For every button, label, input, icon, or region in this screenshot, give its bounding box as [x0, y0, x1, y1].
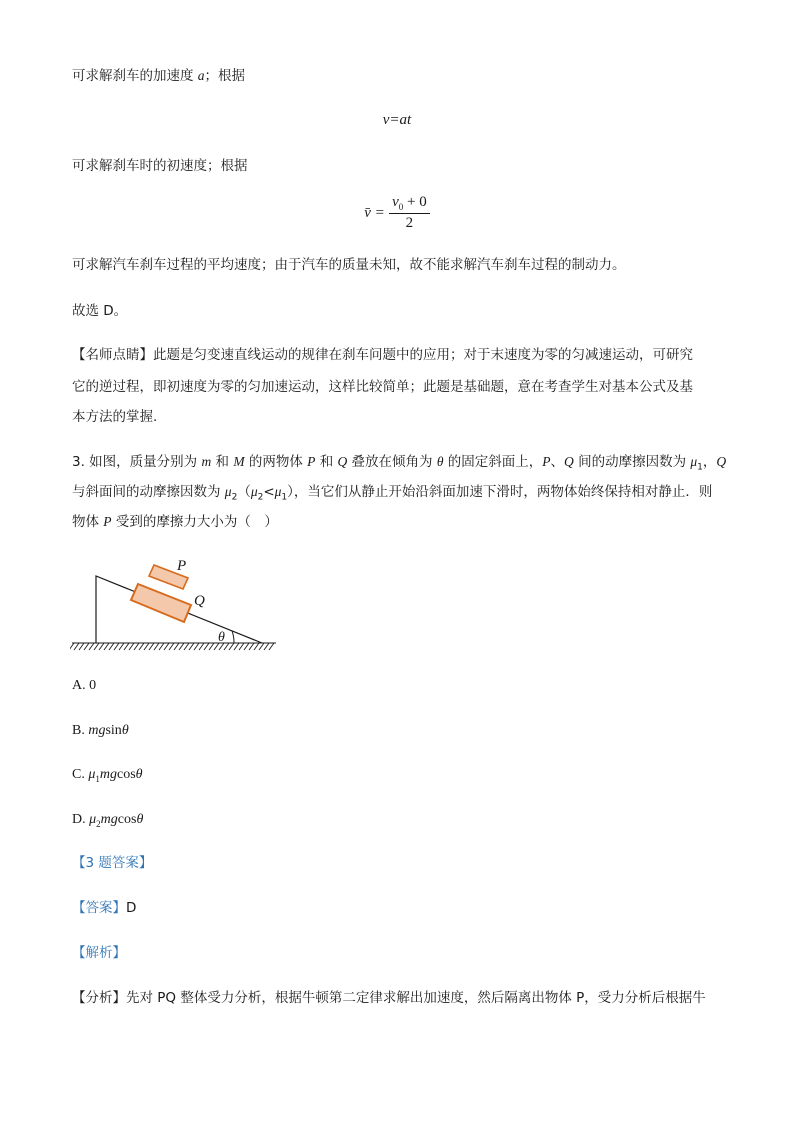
answer-header: 【3 题答案】	[72, 855, 153, 871]
hatch-line	[144, 643, 149, 650]
hatch-line	[149, 643, 154, 650]
label-q: Q	[194, 593, 205, 609]
tip-line-1: 【名师点睛】此题是匀变速直线运动的规律在刹车问题中的应用；对于末速度为零的匀减速运动，可研究	[72, 347, 693, 363]
equation-average-velocity: v̄ = $\frac{v_0 + 0}{2}$	[0, 194, 794, 232]
para-choose-d: 故选 D。	[72, 303, 128, 319]
option-b: B. mgsinθ	[72, 723, 129, 738]
hatch-line	[74, 643, 79, 650]
question-3-line-1: 3. 如图，质量分别为 m 和 M 的两物体 P 和 Q 叠放在倾角为 θ 的固定斜面上，P、Q 间的动摩擦因数为 $\mu_1$，Q	[72, 454, 727, 473]
answer-value: D	[126, 900, 137, 916]
hatch-line	[104, 643, 109, 650]
hatch-line	[154, 643, 159, 650]
hatch-line	[159, 643, 164, 650]
hatch-line	[249, 643, 254, 650]
hatch-line	[194, 643, 199, 650]
answer-label: 【答案】	[72, 900, 126, 916]
hatch-line	[79, 643, 84, 650]
tip-line-3: 本方法的掌握.	[72, 409, 158, 425]
para-average-velocity: 可求解汽车刹车过程的平均速度；由于汽车的质量未知，故不能求解汽车刹车过程的制动力。	[72, 257, 626, 273]
hatch-line	[89, 643, 94, 650]
hatch-line	[70, 643, 74, 650]
equation-v-at: v=at	[382, 112, 412, 128]
hatch-line	[109, 643, 114, 650]
hatch-line	[164, 643, 169, 650]
analysis-label: 【分析】	[72, 990, 126, 1006]
hatch-line	[129, 643, 134, 650]
para-initial-velocity: 可求解刹车时的初速度；根据	[72, 158, 248, 174]
hatch-line	[254, 643, 259, 650]
angle-arc	[232, 631, 234, 643]
hatch-line	[94, 643, 99, 650]
tip-line-2: 它的逆过程，即初速度为零的匀加速运动，这样比较简单；此题是基础题，意在考查学生对基本公式及基	[72, 379, 693, 395]
hatch-line	[134, 643, 139, 650]
answer-line	[72, 898, 136, 918]
hatch-line	[244, 643, 249, 650]
fraction: $\frac{v_0 + 0}{2}$	[389, 194, 430, 232]
label-theta: θ	[218, 630, 225, 645]
hatch-line	[169, 643, 174, 650]
hatch-line	[264, 643, 269, 650]
hatch-line	[119, 643, 124, 650]
tip-label: 【名师点睛】	[72, 347, 153, 363]
hatch-line	[199, 643, 204, 650]
option-c: C. $\mu_1mgcos\theta$	[72, 767, 143, 784]
block-q	[131, 584, 191, 622]
hatch-line	[114, 643, 119, 650]
hatch-line	[189, 643, 194, 650]
option-d: D. $\mu_2mgcos\theta$	[72, 812, 144, 829]
hatch-line	[84, 643, 89, 650]
hatch-line	[204, 643, 209, 650]
hatch-line	[139, 643, 144, 650]
option-a: A. 0	[72, 678, 97, 693]
analysis-header: 【解析】	[72, 945, 126, 961]
label-p: P	[177, 558, 187, 574]
hatch-line	[269, 643, 274, 650]
hatch-line	[229, 643, 234, 650]
hatch-line	[124, 643, 129, 650]
analysis-line: 【分析】先对 PQ 整体受力分析，根据牛顿第二定律求解出加速度，然后隔离出物体 P，受力分析后根据牛	[72, 990, 706, 1006]
hatch-line	[174, 643, 179, 650]
incline-figure	[70, 550, 280, 655]
hatch-line	[234, 643, 239, 650]
hatch-line	[209, 643, 214, 650]
para-acceleration: 可求解刹车的加速度 a；根据	[72, 68, 246, 84]
hatch-line	[184, 643, 189, 650]
question-3-line-3: 物体 P 受到的摩擦力大小为（ ）	[72, 514, 278, 530]
hatch-line	[179, 643, 184, 650]
hatch-line	[239, 643, 244, 650]
hatch-line	[99, 643, 104, 650]
hatch-line	[259, 643, 264, 650]
question-3-line-2: 与斜面间的动摩擦因数为 $\mu_2(\mu_2<\mu_1)$，当它们从静止开始沿斜面加速下滑时，两物体始终保持相对静止．则	[72, 484, 713, 503]
